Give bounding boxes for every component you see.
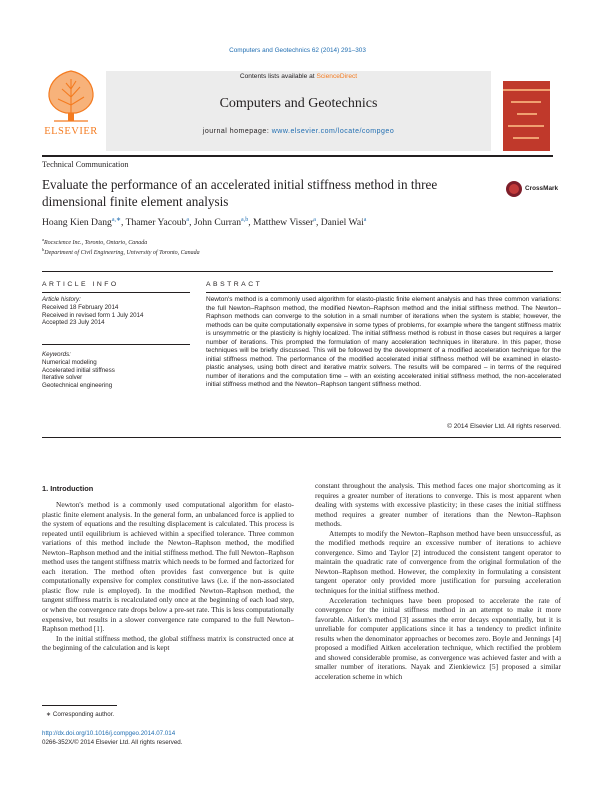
- author-name[interactable]: Matthew Visser: [253, 217, 314, 229]
- history-heading: Article history:: [42, 296, 81, 303]
- homepage-link[interactable]: www.elsevier.com/locate/compgeo: [271, 128, 395, 135]
- journal-homepage: [106, 128, 491, 135]
- body-column-left: [42, 500, 294, 653]
- author-affil-sup[interactable]: a: [313, 217, 316, 223]
- header-rule: [42, 155, 553, 157]
- author-name[interactable]: John Curran: [193, 217, 242, 229]
- info-divider: [42, 344, 190, 345]
- keywords-heading: Keywords:: [42, 351, 71, 358]
- article-info-rule: [42, 292, 190, 293]
- homepage-prefix: journal homepage:: [202, 128, 272, 135]
- section-heading: 1. Introduction: [42, 484, 94, 493]
- body-paragraph: Attempts to modify the Newton–Raphson method have been unsuccessful, as the modified methods require an excessive number of iterations to achieve convergence. Simo and Taylor [2] introduced the consistent tangent operator to maintain the quadratic rate of convergence from the original formulation of the Newton–Raphson method. However, the complexity in formulating a consistent tangent operator only provided more justification for pursuing acceleration techniques for the initial stiffness method.: [315, 528, 561, 596]
- keyword: Accelerated initial stiffness: [42, 366, 115, 374]
- article-history: [42, 296, 143, 327]
- doi-link[interactable]: http://dx.doi.org/10.1016/j.compgeo.2014.07.014: [42, 730, 176, 737]
- sciencedirect-link[interactable]: ScienceDirect: [316, 73, 358, 80]
- abstract-text: Newton's method is a commonly used algorithm for elasto-plastic finite element analysis and has three common variations: the full Newton–Raphson method, the modified Newton–Raphson method and the initial stiffness method. The Newton–Raphson methods can converge to the solution in a small number of iterations when the system is stable; however, the methods can be quite computationally expensive in some types of problems, for example where the tangent stiffness matrix is unsymmetric or the plasticity is highly localized. The initial stiffness method is robust in those cases but requires a larger number of iterations. This prompted the formulation of many acceleration techniques in literature. In this paper, those techniques will be briefly discussed. This will be followed by the development of a modified acceleration technique for the initial stiffness method. The performance of the modified accelerated initial stiffness method will be examined in elasto-plastic analyses, using both direct and iterative matrix solvers. The results will be compared – in terms of the required number of iterations and the computation time – with an existing accelerated initial stiffness method, the non-accelerated initial stiffness method and the Newton–Raphson tangent stiffness method.: [206, 296, 561, 388]
- keywords: [42, 351, 115, 390]
- keyword: Numerical modeling: [42, 358, 97, 366]
- journal-citation[interactable]: Computers and Geotechnics 62 (2014) 291–303: [229, 47, 366, 54]
- body-paragraph: constant throughout the analysis. This method faces one major shortcoming as it requires a greater number of iterations to converge. This is most apparent when dealing with systems with excessive plasticity; in these cases the initial stiffness method requires a greater number of iterations than the Newton–Raphson methods.: [315, 481, 561, 529]
- author-affil-sup[interactable]: a,b: [241, 217, 249, 223]
- abstract-rule: [206, 292, 561, 293]
- body-paragraph: Acceleration techniques have been proposed to accelerate the rate of convergence for the initial stiffness method in an attempt to make it more favorable. Aitken's method [3] assumes the error decays exponentially, but it is unreliable for computer applications since it has a tendency to predict infinite results when the denominator approaches or becomes zero. Boyle and Jennings [4] proposed a modified Aitken acceleration technique, which rectified the problem and showed considerable promise, as convergence was achieved faster and with a smaller number of iterations. Nayak and Zienkiewicz [5] proposed a similar acceleration scheme in which: [315, 595, 561, 681]
- body-paragraph: In the initial stiffness method, the global stiffness matrix is constructed once at the beginning of the calculation and is kept: [42, 633, 294, 653]
- keyword: Iterative solver: [42, 374, 83, 382]
- crossmark-label: CrossMark: [525, 185, 559, 192]
- author-name[interactable]: Hoang Kien Dang: [42, 217, 112, 229]
- contents-line: [106, 73, 491, 80]
- author-name[interactable]: Daniel Wai: [320, 217, 364, 229]
- keyword: Geotechnical engineering: [42, 382, 113, 390]
- author-affil-sup[interactable]: a,∗: [111, 217, 122, 223]
- abstract-copyright: © 2014 Elsevier Ltd. All rights reserved.: [447, 423, 561, 430]
- author-affil-sup[interactable]: a: [186, 217, 190, 223]
- footnote-rule: [42, 705, 117, 706]
- publisher-wordmark: ELSEVIER: [44, 126, 98, 137]
- crossmark-icon: [506, 181, 522, 197]
- footnote-corresponding: ∗ Corresponding author.: [46, 711, 115, 718]
- abstract-label: ABSTRACT: [206, 281, 263, 288]
- history-item: Accepted 23 July 2014: [42, 319, 105, 327]
- body-column-right: [315, 481, 561, 681]
- affiliation-b: $^b$Department of Civil Engineering, University of Toronto, Canada: [42, 247, 200, 256]
- author-name[interactable]: Thamer Yacoub: [125, 217, 187, 229]
- author-affil-sup[interactable]: a: [363, 217, 367, 223]
- journal-cover-image: [503, 67, 550, 151]
- divider: [42, 437, 561, 438]
- body-paragraph: Newton's method is a commonly used computational algorithm for elasto-plastic finite element analysis. In the general form, an unbalanced force is applied to the system of equations and the resulting displacement is calculated. This process is repeated until equilibrium is achieved within a specified tolerance. Three common variations of this method include the Newton–Raphson method, the modified Newton–Raphson method and the initial stiffness method. The full Newton–Raphson method uses the tangent stiffness matrix which needs to be formed and factorized for each iteration. The method often provides fast convergence but is quite computationally expensive for complex constitutive laws (i.e. if the non-associated plastic flow rule is employed). In the modified Newton–Raphson method, the tangent stiffness matrix is recalculated only once at the beginning of each load step, or when the convergence rate drops below a pre-set rate. This is less computationally expensive, but results in a slower convergence rate compared to the full Newton–Raphson method [1].: [42, 500, 294, 634]
- affiliation-a: $^a$Rocscience Inc., Toronto, Ontario, Canada: [42, 237, 148, 246]
- issn-line: 0266-352X/© 2014 Elsevier Ltd. All rights reserved.: [42, 739, 183, 746]
- author-list: Hoang Kien Dang$^{a,∗}$, Thamer Yacoub$^a$, John Curran$^{a,b}$, Matthew Visser$^a$, Daniel Wai$^a$: [42, 217, 367, 229]
- history-item: Received in revised form 1 July 2014: [42, 311, 144, 319]
- article-info-label: ARTICLE INFO: [42, 281, 119, 288]
- journal-title: Computers and Geotechnics: [219, 96, 378, 111]
- contents-prefix: Contents lists available at: [239, 73, 317, 80]
- history-item: Received 18 February 2014: [42, 303, 119, 311]
- crossmark-button[interactable]: [506, 181, 566, 197]
- divider: [42, 271, 553, 272]
- article-title: Evaluate the performance of an accelerated initial stiffness method in three dimensional finite element analysis: [42, 177, 438, 209]
- article-type: Technical Communication: [42, 160, 129, 169]
